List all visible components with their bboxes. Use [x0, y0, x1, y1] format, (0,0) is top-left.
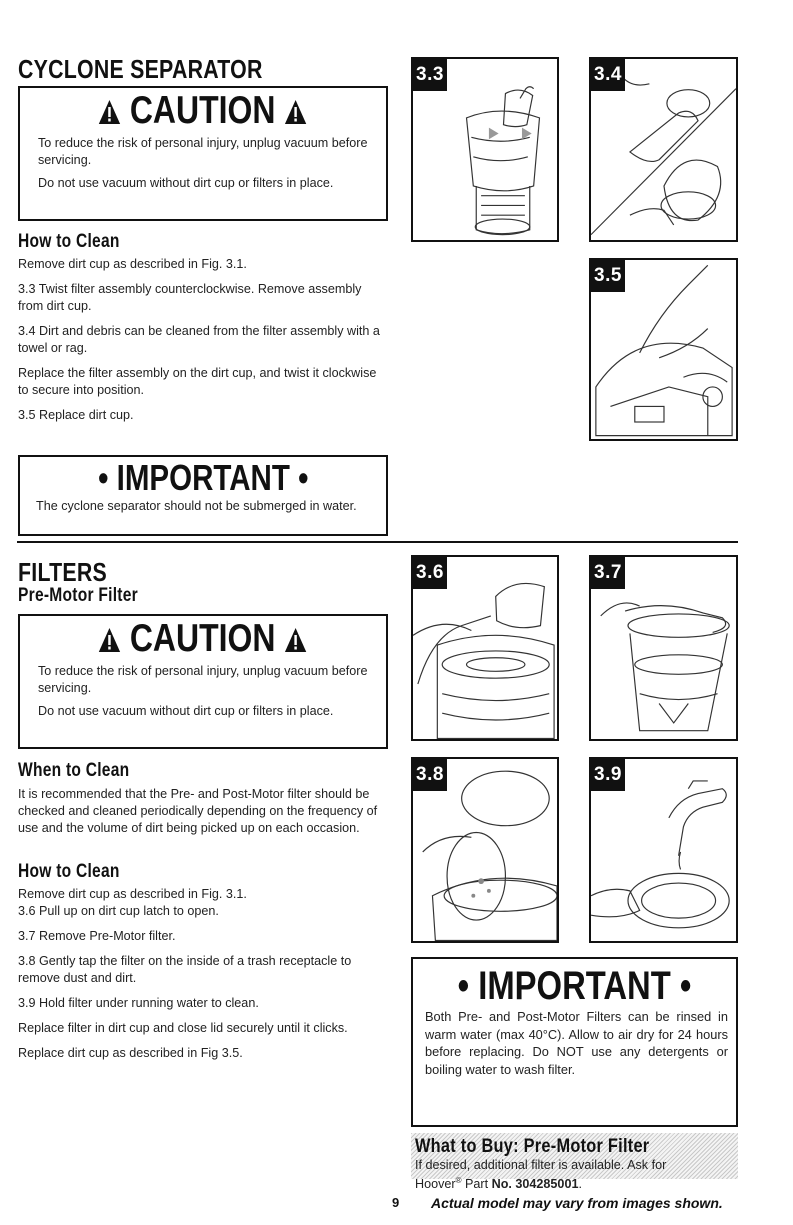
figure-number: 3.4 [591, 59, 625, 91]
step-text: 3.7 Remove Pre-Motor filter. [18, 929, 176, 943]
caution-text: Do not use vacuum without dirt cup or filters in place. [38, 176, 334, 190]
what-to-buy-box [411, 1133, 738, 1192]
footer-note: Actual model may vary from images shown. [431, 1195, 723, 1211]
how-to-clean-heading: How to Clean [18, 231, 120, 252]
part-number: No. 304285001 [491, 1177, 579, 1192]
figure-3-4 [589, 57, 738, 242]
figure-number: 3.8 [413, 759, 447, 791]
important-text: The cyclone separator should not be submerged in water. [36, 499, 357, 513]
figure-number: 3.7 [591, 557, 625, 589]
warning-triangle-icon [98, 627, 121, 653]
step-text: Replace dirt cup as described in Fig 3.5. [18, 1046, 243, 1060]
step-text: Remove dirt cup as described in Fig. 3.1. [18, 257, 247, 271]
figure-3-8 [411, 757, 559, 943]
step-text: 3.9 Hold filter under running water to clean. [18, 996, 259, 1010]
section-divider [17, 541, 738, 543]
figure-number: 3.5 [591, 260, 625, 292]
figure-3-7 [589, 555, 738, 741]
caution-heading: CAUTION [130, 617, 276, 660]
step-text: 3.5 Replace dirt cup. [18, 408, 134, 422]
warning-triangle-icon [285, 99, 308, 125]
buy-line: Hoover® Part No. 304285001. [415, 1176, 582, 1192]
what-to-buy-heading: What to Buy: Pre-Motor Filter [415, 1136, 650, 1157]
caution-banner [20, 618, 386, 660]
caution-heading: CAUTION [130, 89, 276, 132]
what-to-buy-text [415, 1158, 732, 1192]
when-to-clean-text: It is recommended that the Pre- and Post-Motor filter should be checked and cleaned periodically depending on the frequency of use and the volume of dirt being picked up on each occasion. [18, 787, 378, 835]
how-to-clean-heading: How to Clean [18, 861, 120, 882]
filter-steps [18, 886, 390, 1062]
figure-number: 3.9 [591, 759, 625, 791]
cyclone-steps [18, 256, 390, 424]
figure-number: 3.6 [413, 557, 447, 589]
step-text: 3.6 Pull up on dirt cup latch to open. [18, 904, 219, 918]
step-text: Replace filter in dirt cup and close lid securely until it clicks. [18, 1021, 348, 1035]
step-text: Remove dirt cup as described in Fig. 3.1. [18, 887, 247, 901]
important-heading: • IMPORTANT • [457, 964, 692, 1008]
figure-3-5 [589, 258, 738, 441]
figure-3-9 [589, 757, 738, 943]
figure-number: 3.3 [413, 59, 447, 91]
buy-line: If desired, additional filter is available. Ask for [415, 1158, 667, 1172]
figure-3-6 [411, 555, 559, 741]
warning-triangle-icon [285, 627, 308, 653]
step-text: 3.3 Twist filter assembly counterclockwise. Remove assembly from dirt cup. [18, 282, 362, 313]
caution-text: Do not use vacuum without dirt cup or filters in place. [38, 704, 334, 718]
caution-banner [20, 90, 386, 132]
caution-text: To reduce the risk of personal injury, unplug vacuum before servicing. [38, 136, 368, 167]
subsection-title: Pre-Motor Filter [18, 585, 138, 606]
page-number: 9 [392, 1195, 400, 1210]
important-box-cyclone [18, 455, 388, 536]
caution-box-cyclone [18, 86, 388, 221]
important-text: Both Pre- and Post-Motor Filters can be rinsed in warm water (max 40°C). Allow to air dry for 24 hours before replacing. Do NOT use any detergents or boiling water to wash filter. [425, 1009, 728, 1077]
caution-box-filters [18, 614, 388, 749]
when-to-clean-heading: When to Clean [18, 760, 130, 781]
important-box-filters [411, 957, 738, 1127]
step-text: 3.4 Dirt and debris can be cleaned from the filter assembly with a towel or rag. [18, 324, 380, 355]
caution-text: To reduce the risk of personal injury, unplug vacuum before servicing. [38, 664, 368, 695]
important-heading: • IMPORTANT • [97, 457, 309, 498]
section-title-filters: FILTERS [18, 557, 107, 587]
section-title-cyclone: CYCLONE SEPARATOR [18, 54, 263, 84]
figure-3-3 [411, 57, 559, 242]
step-text: 3.8 Gently tap the filter on the inside of a trash receptacle to remove dust and dirt. [18, 954, 352, 985]
warning-triangle-icon [98, 99, 121, 125]
step-text: Replace the filter assembly on the dirt cup, and twist it clockwise to secure into position. [18, 366, 377, 397]
